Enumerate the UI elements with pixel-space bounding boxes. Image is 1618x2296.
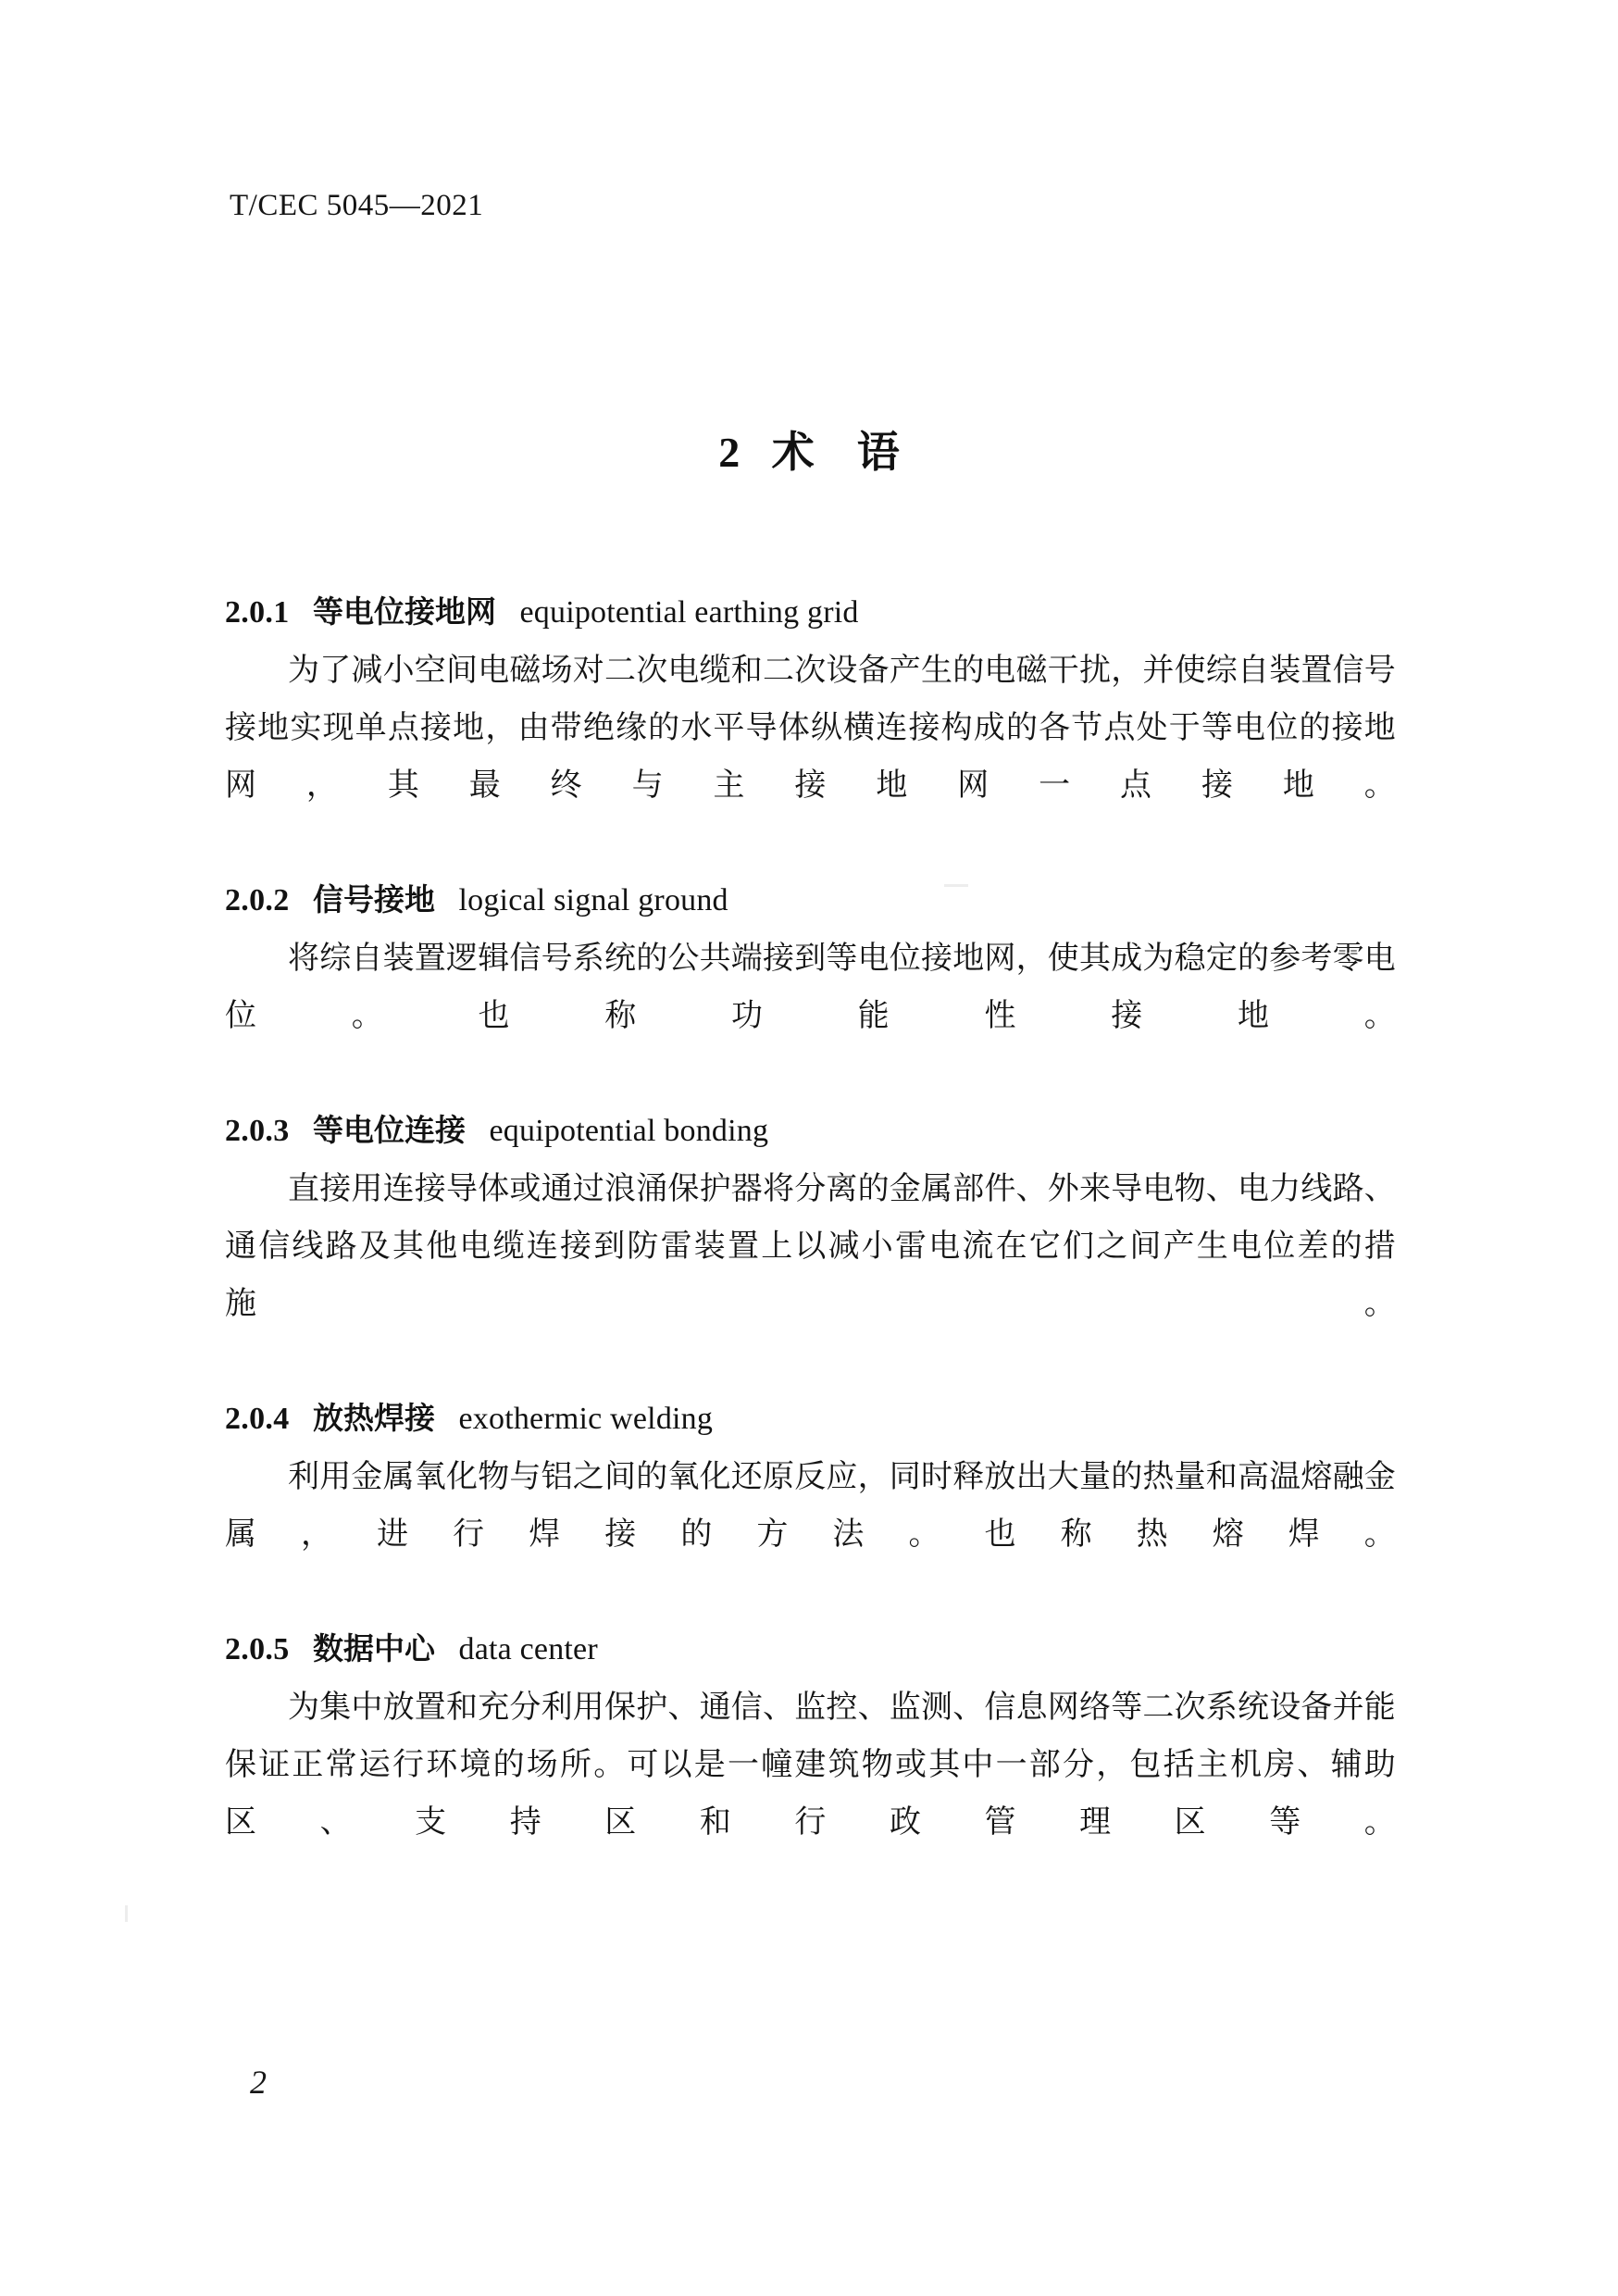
term-heading-gap	[290, 1402, 314, 1436]
term-definition: 为了减小空间电磁场对二次电缆和二次设备产生的电磁干扰，并使综自装置信号接地实现单点接地，由带绝缘的水平导体纵横连接构成的各节点处于等电位的接地网，其最终与主接地网一点接地。	[225, 652, 1396, 804]
term-heading-gap	[435, 1632, 459, 1666]
term-number: 2.0.3	[225, 1114, 290, 1148]
chapter-title: 2 术 语	[718, 429, 900, 476]
term-number: 2.0.2	[225, 883, 290, 917]
term-heading	[225, 583, 1396, 642]
term-entry-2-0-1	[225, 583, 1396, 871]
page-number: 2	[250, 2064, 267, 2101]
term-heading-gap	[435, 1402, 459, 1436]
term-entry-2-0-3	[225, 1102, 1396, 1390]
term-definition: 利用金属氧化物与铝之间的氧化还原反应，同时释放出大量的热量和高温熔融金属，进行焊接的方法。也称热熔焊。	[225, 1458, 1396, 1553]
term-entry-2-0-4	[225, 1390, 1396, 1620]
term-name-cn: 等电位接地网	[313, 593, 496, 630]
term-heading-gap	[290, 1632, 314, 1666]
term-heading-gap	[496, 595, 520, 630]
term-definition: 将综自装置逻辑信号系统的公共端接到等电位接地网，使其成为稳定的参考零电位。也称功能性接地。	[225, 940, 1396, 1034]
term-heading-gap	[290, 1114, 314, 1148]
term-name-cn: 信号接地	[313, 881, 435, 917]
scan-artifact	[944, 884, 968, 887]
term-heading	[225, 1390, 1396, 1448]
term-number: 2.0.1	[225, 595, 290, 630]
term-entry-2-0-2	[225, 871, 1396, 1102]
term-heading-gap	[290, 595, 314, 630]
term-name-cn: 放热焊接	[313, 1400, 435, 1436]
term-name-en: equipotential earthing grid	[519, 595, 859, 630]
running-head: T/CEC 5045—2021	[230, 189, 484, 222]
term-heading	[225, 871, 1396, 930]
scan-artifact	[125, 1905, 128, 1922]
body-column	[225, 583, 1396, 1908]
term-heading-gap	[466, 1114, 490, 1148]
term-name-en: data center	[458, 1632, 598, 1666]
term-name-en: exothermic welding	[458, 1402, 714, 1436]
term-name-en: equipotential bonding	[489, 1114, 769, 1148]
term-name-cn: 数据中心	[313, 1630, 435, 1666]
term-number: 2.0.5	[225, 1632, 290, 1666]
term-number: 2.0.4	[225, 1402, 290, 1436]
term-heading	[225, 1102, 1396, 1160]
term-name-cn: 等电位连接	[313, 1112, 466, 1148]
term-definition: 为集中放置和充分利用保护、通信、监控、监测、信息网络等二次系统设备并能保证正常运行环境的场所。可以是一幢建筑物或其中一部分，包括主机房、辅助区、支持区和行政管理区等。	[225, 1689, 1396, 1841]
term-entry-2-0-5	[225, 1620, 1396, 1908]
term-heading	[225, 1620, 1396, 1678]
term-heading-gap	[435, 883, 459, 917]
term-name-en: logical signal ground	[458, 883, 728, 917]
term-definition: 直接用连接导体或通过浪涌保护器将分离的金属部件、外来导电物、电力线路、通信线路及其他电缆连接到防雷装置上以减小雷电流在它们之间产生电位差的措施。	[225, 1170, 1396, 1322]
term-heading-gap	[290, 883, 314, 917]
